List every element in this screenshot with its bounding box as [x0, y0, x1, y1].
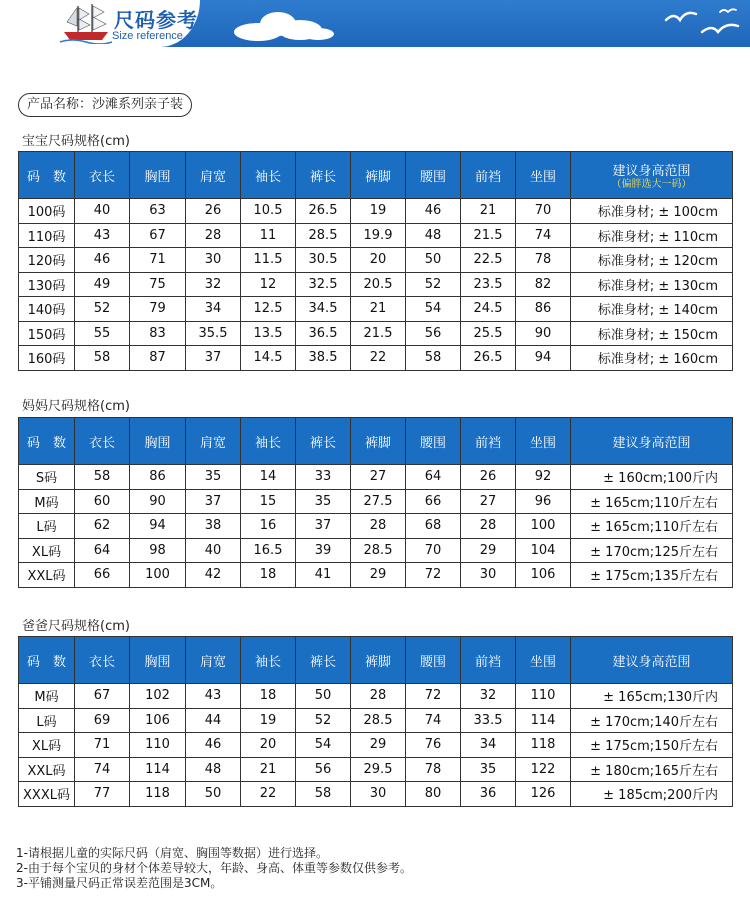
- table-cell: 78: [406, 757, 461, 782]
- table-cell: 48: [186, 757, 241, 782]
- table-cell: 100码: [19, 199, 75, 224]
- table-cell: 22.5: [461, 248, 516, 273]
- table-cell: 78: [516, 248, 571, 273]
- table-cell: 70: [516, 199, 571, 224]
- table-cell: XXXL码: [19, 782, 75, 807]
- table-cell: 52: [406, 272, 461, 297]
- table-cell: 40: [186, 538, 241, 563]
- column-header: [130, 152, 186, 199]
- column-header: [296, 637, 351, 684]
- table-cell: 114: [516, 708, 571, 733]
- table-cell: XL码: [19, 733, 75, 758]
- table-cell: 48: [406, 223, 461, 248]
- table-cell: 28.5: [351, 708, 406, 733]
- column-header-label: 胸围: [144, 654, 171, 670]
- table-cell: 29.5: [351, 757, 406, 782]
- table-cell: 126: [516, 782, 571, 807]
- table-row: [19, 223, 733, 248]
- table-cell: 60: [75, 489, 130, 514]
- table-cell: 110: [130, 733, 186, 758]
- table-cell: ± 180cm;165斤左右: [571, 757, 733, 782]
- table-row: [19, 489, 733, 514]
- table-cell: 14.5: [241, 346, 296, 371]
- table-cell: L码: [19, 514, 75, 539]
- table-row: [19, 782, 733, 807]
- table-row: [19, 757, 733, 782]
- column-header: [75, 418, 130, 465]
- column-header: [571, 152, 733, 199]
- table-cell: 25.5: [461, 321, 516, 346]
- column-header-label: 码 数: [26, 654, 66, 670]
- table-cell: 26: [461, 465, 516, 490]
- table-cell: ± 165cm;110斤左右: [571, 489, 733, 514]
- header-note: （偏胖选大一码）: [611, 178, 692, 190]
- column-header: [75, 152, 130, 199]
- table-cell: 41: [296, 563, 351, 588]
- column-header: [351, 418, 406, 465]
- table-cell: 23.5: [461, 272, 516, 297]
- table-cell: 19.9: [351, 223, 406, 248]
- column-header-label: 坐围: [529, 435, 556, 451]
- table-row: [19, 272, 733, 297]
- table-row: [19, 733, 733, 758]
- table-cell: 71: [75, 733, 130, 758]
- table-cell: 35.5: [186, 321, 241, 346]
- column-header-label: 腰围: [419, 654, 446, 670]
- table-cell: 74: [516, 223, 571, 248]
- column-header: [461, 637, 516, 684]
- table-cell: 55: [75, 321, 130, 346]
- table-cell: 28: [461, 514, 516, 539]
- table-cell: 22: [241, 782, 296, 807]
- table-cell: 24.5: [461, 297, 516, 322]
- table-cell: 87: [130, 346, 186, 371]
- table-cell: 86: [130, 465, 186, 490]
- table-cell: 106: [130, 708, 186, 733]
- table-cell: 27.5: [351, 489, 406, 514]
- table-cell: 35: [461, 757, 516, 782]
- table-cell: 90: [130, 489, 186, 514]
- table-cell: M码: [19, 684, 75, 709]
- table-cell: 58: [296, 782, 351, 807]
- table-cell: 标准身材; ± 160cm: [571, 346, 733, 371]
- table-cell: 74: [406, 708, 461, 733]
- table-cell: 90: [516, 321, 571, 346]
- column-header-label: 裤脚: [364, 435, 391, 451]
- table-cell: 100: [516, 514, 571, 539]
- table-cell: 19: [241, 708, 296, 733]
- column-header-label: 建议身高范围: [612, 654, 691, 670]
- column-header-label: 裤脚: [364, 654, 391, 670]
- table-cell: 54: [296, 733, 351, 758]
- table-cell: 64: [406, 465, 461, 490]
- table-cell: 12.5: [241, 297, 296, 322]
- table-row: [19, 708, 733, 733]
- column-header-label: 肩宽: [199, 169, 226, 185]
- table-cell: M码: [19, 489, 75, 514]
- banner-title: 尺码参考: [114, 8, 198, 32]
- table-cell: 21.5: [461, 223, 516, 248]
- table-cell: 30: [186, 248, 241, 273]
- column-header-label: 码 数: [26, 169, 66, 185]
- baby-size-table: [18, 151, 733, 371]
- table-cell: 40: [75, 199, 130, 224]
- column-header-label: 胸围: [144, 169, 171, 185]
- table-cell: 110码: [19, 223, 75, 248]
- table-cell: 34.5: [296, 297, 351, 322]
- note-line: 1-请根据儿童的实际尺码（肩宽、胸围等数据）进行选择。: [16, 846, 328, 860]
- table-cell: 58: [75, 346, 130, 371]
- column-header-label: 建议身高范围: [612, 435, 691, 451]
- column-header: [406, 637, 461, 684]
- table-cell: 79: [130, 297, 186, 322]
- column-header-label: 衣长: [88, 435, 115, 451]
- table-row: [19, 465, 733, 490]
- note-line: 2-由于每个宝贝的身材个体差导较大，年龄、身高、体重等参数仅供参考。: [16, 861, 412, 875]
- table-cell: 54: [406, 297, 461, 322]
- column-header: [406, 152, 461, 199]
- column-header-label: 腰围: [419, 169, 446, 185]
- table-cell: 37: [186, 346, 241, 371]
- dad-section-title: 爸爸尺码规格(cm): [22, 619, 130, 634]
- table-cell: 35: [186, 465, 241, 490]
- column-header: [296, 152, 351, 199]
- table-cell: 71: [130, 248, 186, 273]
- table-cell: 标准身材; ± 140cm: [571, 297, 733, 322]
- table-cell: 标准身材; ± 120cm: [571, 248, 733, 273]
- table-cell: 160码: [19, 346, 75, 371]
- table-cell: ± 165cm;130斤内: [571, 684, 733, 709]
- table-cell: 110: [516, 684, 571, 709]
- table-cell: 74: [75, 757, 130, 782]
- column-header: [75, 637, 130, 684]
- column-header-label: 裤长: [309, 169, 336, 185]
- column-header-label: 袖长: [254, 435, 281, 451]
- banner-subtitle: Size reference: [112, 30, 183, 42]
- table-header-row: [19, 637, 733, 684]
- table-cell: 27: [461, 489, 516, 514]
- table-cell: 70: [406, 538, 461, 563]
- column-header: [241, 637, 296, 684]
- column-header-label: 坐围: [529, 169, 556, 185]
- table-cell: 43: [186, 684, 241, 709]
- table-cell: 16.5: [241, 538, 296, 563]
- table-cell: 38.5: [296, 346, 351, 371]
- column-header: [516, 152, 571, 199]
- table-cell: 标准身材; ± 100cm: [571, 199, 733, 224]
- table-cell: ± 175cm;135斤左右: [571, 563, 733, 588]
- table-cell: 10.5: [241, 199, 296, 224]
- table-cell: 18: [241, 684, 296, 709]
- table-cell: 43: [75, 223, 130, 248]
- column-header: [351, 152, 406, 199]
- column-header-label: 裤长: [309, 435, 336, 451]
- column-header-label: 坐围: [529, 654, 556, 670]
- table-cell: ± 160cm;100斤内: [571, 465, 733, 490]
- table-cell: 130码: [19, 272, 75, 297]
- column-header-label: 裤脚: [364, 169, 391, 185]
- table-cell: 44: [186, 708, 241, 733]
- column-header-label: 袖长: [254, 169, 281, 185]
- table-cell: 67: [130, 223, 186, 248]
- dad-size-table: [18, 636, 733, 807]
- table-cell: 118: [130, 782, 186, 807]
- table-row: [19, 563, 733, 588]
- table-cell: 150码: [19, 321, 75, 346]
- column-header: [130, 637, 186, 684]
- table-cell: 34: [186, 297, 241, 322]
- column-header-label: 建议身高范围: [612, 163, 691, 179]
- table-row: [19, 248, 733, 273]
- column-header: [516, 637, 571, 684]
- column-header-label: 衣长: [88, 169, 115, 185]
- table-cell: 42: [186, 563, 241, 588]
- table-cell: 98: [130, 538, 186, 563]
- table-cell: 66: [75, 563, 130, 588]
- table-cell: 83: [130, 321, 186, 346]
- table-cell: 20.5: [351, 272, 406, 297]
- table-cell: 22: [351, 346, 406, 371]
- table-cell: 72: [406, 684, 461, 709]
- table-cell: 69: [75, 708, 130, 733]
- table-cell: 50: [406, 248, 461, 273]
- table-cell: 46: [75, 248, 130, 273]
- table-cell: 26.5: [461, 346, 516, 371]
- table-cell: 94: [130, 514, 186, 539]
- table-cell: 63: [130, 199, 186, 224]
- table-cell: ± 170cm;140斤左右: [571, 708, 733, 733]
- table-cell: 27: [351, 465, 406, 490]
- column-header: [241, 152, 296, 199]
- column-header-label: 衣长: [88, 654, 115, 670]
- column-header: [406, 418, 461, 465]
- column-header-label: 肩宽: [199, 435, 226, 451]
- table-cell: 35: [296, 489, 351, 514]
- table-cell: 80: [406, 782, 461, 807]
- column-header: [186, 637, 241, 684]
- table-row: [19, 297, 733, 322]
- column-header: [19, 152, 75, 199]
- table-cell: 96: [516, 489, 571, 514]
- table-cell: 92: [516, 465, 571, 490]
- table-cell: 56: [406, 321, 461, 346]
- column-header-label: 肩宽: [199, 654, 226, 670]
- mom-section-title: 妈妈尺码规格(cm): [22, 399, 130, 414]
- table-cell: 28.5: [296, 223, 351, 248]
- table-cell: 62: [75, 514, 130, 539]
- table-cell: 38: [186, 514, 241, 539]
- table-cell: 118: [516, 733, 571, 758]
- cloud-icon: [228, 10, 338, 42]
- table-cell: 11: [241, 223, 296, 248]
- table-cell: 76: [406, 733, 461, 758]
- table-cell: 68: [406, 514, 461, 539]
- notes: [16, 846, 412, 891]
- column-header: [130, 418, 186, 465]
- table-cell: 64: [75, 538, 130, 563]
- table-cell: 32: [461, 684, 516, 709]
- table-cell: 37: [296, 514, 351, 539]
- table-cell: 32: [186, 272, 241, 297]
- table-cell: 33.5: [461, 708, 516, 733]
- table-cell: 30.5: [296, 248, 351, 273]
- column-header: [186, 418, 241, 465]
- table-cell: 72: [406, 563, 461, 588]
- sailboat-icon: [58, 2, 114, 44]
- column-header: [461, 418, 516, 465]
- table-row: [19, 684, 733, 709]
- table-cell: 58: [75, 465, 130, 490]
- table-cell: 21: [461, 199, 516, 224]
- table-row: [19, 514, 733, 539]
- column-header: [461, 152, 516, 199]
- table-cell: 122: [516, 757, 571, 782]
- table-cell: 33: [296, 465, 351, 490]
- table-cell: 21: [241, 757, 296, 782]
- table-cell: 12: [241, 272, 296, 297]
- column-header: [19, 637, 75, 684]
- table-cell: 16: [241, 514, 296, 539]
- product-name-label: 产品名称：沙滩系列亲子装: [18, 93, 192, 117]
- table-cell: 29: [351, 733, 406, 758]
- note-line: 3-平铺测量尺码正常误差范围是3CM。: [16, 876, 223, 890]
- column-header-label: 裤长: [309, 654, 336, 670]
- table-cell: 36: [461, 782, 516, 807]
- table-cell: 21.5: [351, 321, 406, 346]
- table-cell: 50: [186, 782, 241, 807]
- table-cell: 114: [130, 757, 186, 782]
- table-cell: 15: [241, 489, 296, 514]
- table-cell: 标准身材; ± 110cm: [571, 223, 733, 248]
- table-row: [19, 199, 733, 224]
- table-cell: 104: [516, 538, 571, 563]
- table-cell: 82: [516, 272, 571, 297]
- table-cell: 52: [296, 708, 351, 733]
- table-row: [19, 346, 733, 371]
- table-cell: 28: [351, 684, 406, 709]
- table-cell: 21: [351, 297, 406, 322]
- table-cell: 46: [406, 199, 461, 224]
- table-cell: 49: [75, 272, 130, 297]
- column-header: [516, 418, 571, 465]
- column-header-label: 码 数: [26, 435, 66, 451]
- table-cell: 46: [186, 733, 241, 758]
- table-cell: 34: [461, 733, 516, 758]
- table-cell: 86: [516, 297, 571, 322]
- table-cell: 20: [241, 733, 296, 758]
- table-cell: 标准身材; ± 150cm: [571, 321, 733, 346]
- column-header-label: 胸围: [144, 435, 171, 451]
- column-header-label: 前裆: [474, 169, 501, 185]
- table-cell: 18: [241, 563, 296, 588]
- table-cell: 102: [130, 684, 186, 709]
- table-cell: XXL码: [19, 757, 75, 782]
- table-row: [19, 321, 733, 346]
- table-cell: 32.5: [296, 272, 351, 297]
- table-cell: 140码: [19, 297, 75, 322]
- table-cell: 36.5: [296, 321, 351, 346]
- column-header-label: 前裆: [474, 435, 501, 451]
- column-header: [19, 418, 75, 465]
- table-cell: 13.5: [241, 321, 296, 346]
- table-cell: 28: [351, 514, 406, 539]
- column-header: [296, 418, 351, 465]
- table-cell: ± 175cm;150斤左右: [571, 733, 733, 758]
- table-cell: 20: [351, 248, 406, 273]
- table-cell: ± 165cm;110斤左右: [571, 514, 733, 539]
- table-row: [19, 538, 733, 563]
- table-header-row: [19, 152, 733, 199]
- table-cell: 26: [186, 199, 241, 224]
- column-header: [571, 418, 733, 465]
- table-cell: 28.5: [351, 538, 406, 563]
- table-cell: 29: [461, 538, 516, 563]
- baby-section-title: 宝宝尺码规格(cm): [22, 134, 130, 149]
- table-cell: 19: [351, 199, 406, 224]
- table-cell: 39: [296, 538, 351, 563]
- mom-size-table: [18, 417, 733, 588]
- table-cell: 58: [406, 346, 461, 371]
- column-header: [571, 637, 733, 684]
- table-cell: 37: [186, 489, 241, 514]
- table-cell: XXL码: [19, 563, 75, 588]
- table-cell: 50: [296, 684, 351, 709]
- table-cell: XL码: [19, 538, 75, 563]
- table-cell: 30: [461, 563, 516, 588]
- table-cell: S码: [19, 465, 75, 490]
- column-header-label: 腰围: [419, 435, 446, 451]
- table-cell: 67: [75, 684, 130, 709]
- column-header: [351, 637, 406, 684]
- column-header: [186, 152, 241, 199]
- table-cell: 94: [516, 346, 571, 371]
- table-cell: L码: [19, 708, 75, 733]
- table-cell: 14: [241, 465, 296, 490]
- table-header-row: [19, 418, 733, 465]
- table-cell: 30: [351, 782, 406, 807]
- table-cell: 100: [130, 563, 186, 588]
- table-cell: 66: [406, 489, 461, 514]
- table-cell: 56: [296, 757, 351, 782]
- header-banner: [0, 0, 750, 47]
- table-cell: ± 185cm;200斤内: [571, 782, 733, 807]
- table-cell: 120码: [19, 248, 75, 273]
- table-cell: 标准身材; ± 130cm: [571, 272, 733, 297]
- column-header-label: 袖长: [254, 654, 281, 670]
- table-cell: 29: [351, 563, 406, 588]
- table-cell: ± 170cm;125斤左右: [571, 538, 733, 563]
- table-cell: 28: [186, 223, 241, 248]
- table-cell: 52: [75, 297, 130, 322]
- table-cell: 75: [130, 272, 186, 297]
- table-cell: 106: [516, 563, 571, 588]
- table-cell: 26.5: [296, 199, 351, 224]
- column-header-label: 前裆: [474, 654, 501, 670]
- table-cell: 77: [75, 782, 130, 807]
- seagulls-icon: [662, 6, 742, 44]
- column-header: [241, 418, 296, 465]
- table-cell: 11.5: [241, 248, 296, 273]
